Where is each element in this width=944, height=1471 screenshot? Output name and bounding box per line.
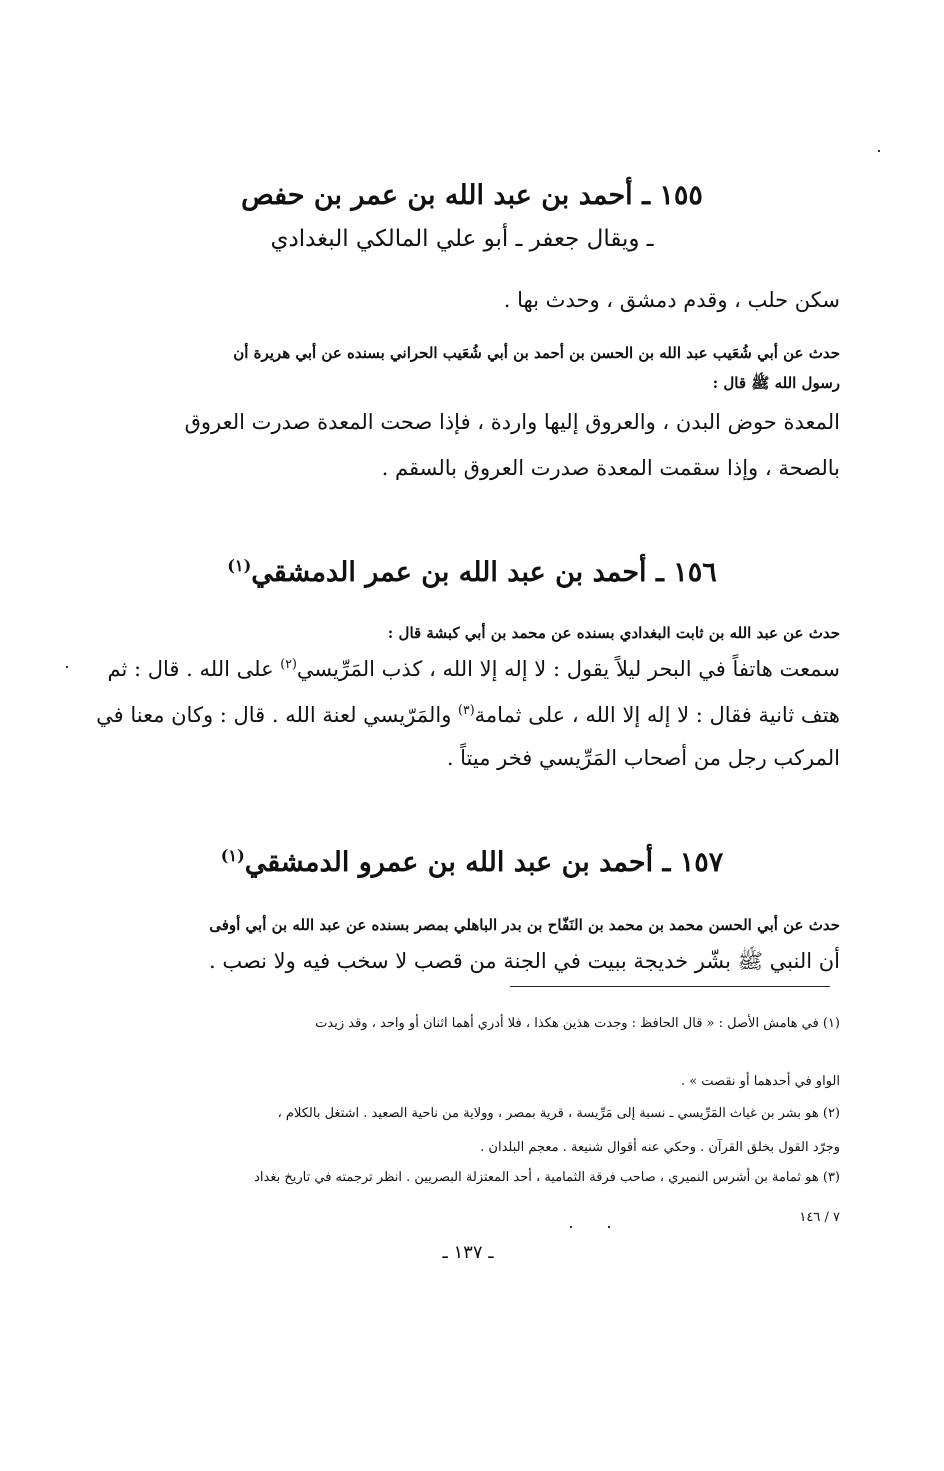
entry-157-matn-line-1: أن النبي ﷺ بشّر خديجة ببيت في الجنة من قصب لا سخب فيه ولا نصب . <box>208 949 840 973</box>
entry-155-isnad-line-1: حدث عن أبي شُعَيب عبد الله بن الحسن بن أحمد بن أبي شُعَيب الحراني بسنده عن أبي هريرة أن <box>233 344 840 362</box>
footnote-separator <box>510 986 830 987</box>
entry-156-matn-note-3: (٣) <box>458 702 475 717</box>
entry-156-footnote-ref: (١) <box>227 556 252 575</box>
entry-156-isnad-line-1: حدث عن عبد الله بن ثابت البغدادي بسنده عن محمد بن أبي كبشة قال : <box>387 624 840 642</box>
scan-speck <box>570 1226 572 1228</box>
entry-156-matn-note-2: (٢) <box>280 656 297 671</box>
entry-155-matn-line-1: المعدة حوض البدن ، والعروق إليها واردة ، فإذا صحت المعدة صدرت العروق <box>184 410 840 434</box>
entry-156-title-text: ١٥٦ ـ أحمد بن عبد الله بن عمر الدمشقي <box>251 557 717 588</box>
entry-155-title: ١٥٥ ـ أحمد بن عبد الله بن عمر بن حفص <box>241 180 703 211</box>
footnote-2-line-1: (٢) هو بشر بن غياث المَرِّيسي ـ نسبة إلى مَرِّيسة ، قرية بمصر ، وولاية من ناحية الصعيد . اشتغل بالكلام ، <box>277 1106 840 1121</box>
entry-157-footnote-ref: (١) <box>220 846 245 865</box>
entry-156-matn-2a: هتف ثانية فقال : لا إله إلا الله ، على ثمامة <box>474 703 840 727</box>
scan-speck <box>878 150 880 152</box>
entry-156-matn-line-3: المركب رجل من أصحاب المَرِّيسي فخر ميتاً . <box>446 746 840 770</box>
scan-speck <box>608 1226 610 1228</box>
entry-155-intro: سكن حلب ، وقدم دمشق ، وحدث بها . <box>503 288 840 312</box>
entry-155-subtitle: ـ ويقال جعفر ـ أبو علي المالكي البغدادي <box>270 226 654 252</box>
footnote-3-line-1: (٣) هو ثمامة بن أشرس النميري ، صاحب فرقة الثمامية ، أحد المعتزلة البصريين . انظر ترجمته في تاريخ بغداد <box>254 1170 840 1185</box>
entry-156-matn-line-2 <box>96 702 840 727</box>
page-number: ـ ١٣٧ ـ <box>442 1242 494 1263</box>
entry-157-title <box>0 846 944 878</box>
entry-155-isnad-line-2: رسول الله ﷺ قال : <box>712 374 840 392</box>
entry-156-matn-2b: والمَرّيسي لعنة الله . قال : وكان معنا في <box>96 703 459 727</box>
scan-speck <box>66 666 68 668</box>
footnote-2-line-2: وجرّد القول بخلق القرآن . وحكي عنه أقوال شنيعة . معجم البلدان . <box>480 1140 840 1155</box>
footnote-1-line-2: الواو في أحدهما أو نقصت » . <box>680 1074 840 1089</box>
entry-156-matn-line-1 <box>108 656 840 681</box>
entry-157-title-text: ١٥٧ ـ أحمد بن عبد الله بن عمرو الدمشقي <box>244 847 724 878</box>
entry-157-isnad-line-1: حدث عن أبي الحسن محمد بن محمد بن النَفّاح بن بدر الباهلي بمصر بسنده عن عبد الله بن أبي أوفى <box>209 916 840 934</box>
entry-156-matn-1a: سمعت هاتفاً في البحر ليلاً يقول : لا إله إلا الله ، كذب المَرِّيسي <box>296 657 840 681</box>
entry-156-title <box>0 556 944 588</box>
entry-156-matn-1b: على الله . قال : ثم <box>107 657 281 681</box>
footnote-1-line-1: (١) في هامش الأصل : « قال الحافظ : وجدت هذين هكذا ، فلا أدري أهما اثنان أو واحد ، وقد زيدت <box>315 1016 840 1031</box>
entry-155-matn-line-2: بالصحة ، وإذا سقمت المعدة صدرت العروق بالسقم . <box>381 456 840 480</box>
footnote-3-line-2: ٧ / ١٤٦ <box>799 1210 840 1225</box>
